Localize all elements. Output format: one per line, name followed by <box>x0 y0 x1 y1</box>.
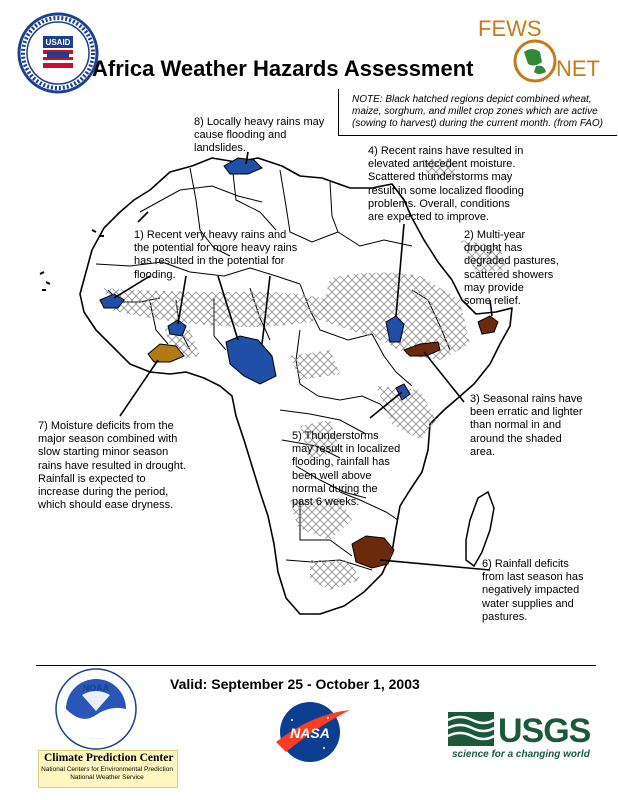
noaa-logo <box>52 667 140 751</box>
valid-dates: Valid: September 25 - October 1, 2003 <box>170 676 420 692</box>
page-title: Africa Weather Hazards Assessment <box>92 56 474 81</box>
madagascar <box>466 492 494 566</box>
annotation-1: 1) Recent very heavy rains and the potential for more heavy rains has resulted in the potential for flooding. <box>134 229 298 281</box>
africa-coastline <box>80 158 512 614</box>
annotation-3: 3) Seasonal rains have been erratic and lighter than normal in and around the shaded area. <box>470 393 583 458</box>
annotation-5: 5) Thunderstorms may result in localized flooding, rainfall has been well above normal during the past 6 weeks. <box>292 430 401 509</box>
nasa-logo <box>272 698 352 764</box>
usgs-tagline: science for a changing world <box>452 749 590 760</box>
cape-verde-islands <box>40 272 50 290</box>
annotation-6: 6) Rainfall deficits from last season has negatively impacted water supplies and pastures. <box>482 558 584 623</box>
cpc-subtitle: National Centers for Environmental Prediction National Weather Service <box>41 766 173 781</box>
noaa-label: NOAA <box>82 683 110 693</box>
nasa-label: NASA <box>290 725 330 741</box>
net-logo-text: NET <box>556 56 600 81</box>
footer-divider <box>36 665 596 666</box>
annotation-7: 7) Moisture deficits from the major season combined with slow starting minor season rains have resulted in drought. Rainfall is expected to increase during the period, which should ease dryness. <box>38 420 186 512</box>
usgs-wave-icon <box>448 712 494 746</box>
cpc-title: Climate Prediction Center <box>44 752 174 764</box>
crop-zone-note: NOTE: Black hatched regions depict combined wheat, maize, sorghum, and millet crop zones which are active (sowing to harvest) during the current month. (from FAO) <box>352 94 604 129</box>
annotation-8: 8) Locally heavy rains may cause flooding and landslides. <box>194 116 325 155</box>
fews-logo-text: FEWS <box>478 16 542 41</box>
annotation-2: 2) Multi-year drought has degraded pastures, scattered showers may provide some relief. <box>464 229 559 308</box>
usgs-label: USGS <box>498 712 591 750</box>
usaid-label: USAID <box>45 38 71 47</box>
annotation-4: 4) Recent rains have resulted in elevated antecedent moisture. Scattered thunderstorms may result in some localized flooding problems. Overall, conditions are expected to improve. <box>368 145 524 224</box>
